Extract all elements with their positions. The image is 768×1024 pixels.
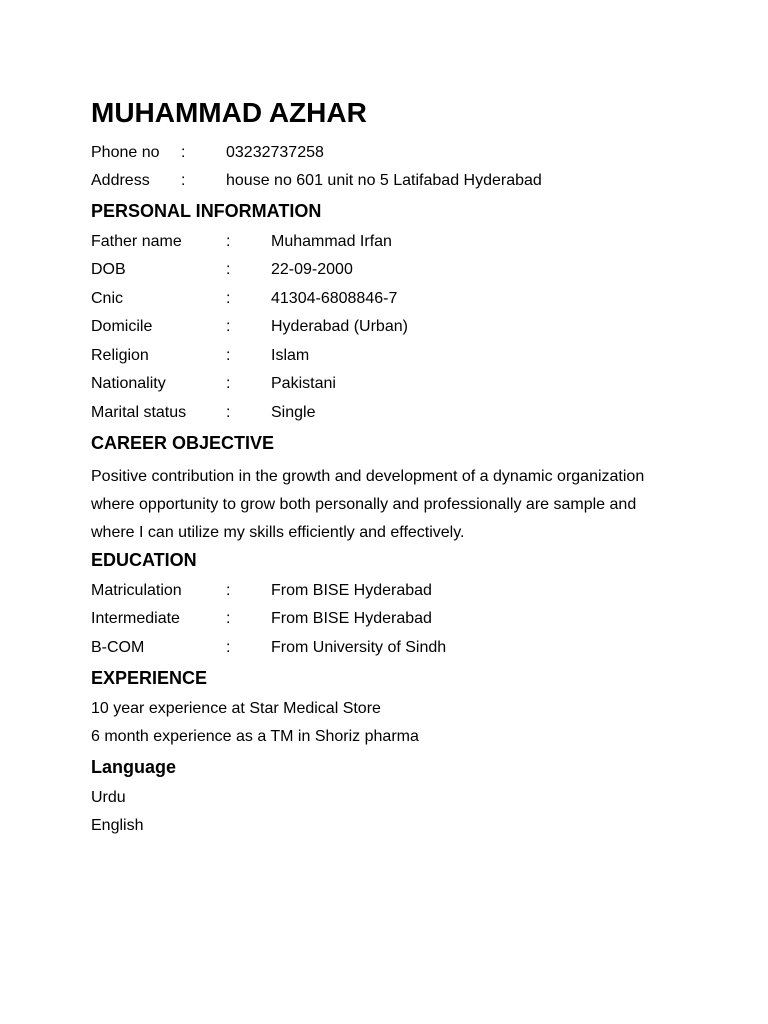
experience-item: 10 year experience at Star Medical Store (91, 700, 381, 717)
personal-colon: : (226, 261, 231, 278)
personal-label: Father name (91, 233, 182, 250)
personal-value: Single (271, 404, 316, 421)
contact-value: 03232737258 (226, 144, 324, 161)
personal-colon: : (226, 404, 231, 421)
candidate-name: MUHAMMAD AZHAR (91, 97, 367, 128)
language-item: English (91, 817, 144, 834)
personal-label: Nationality (91, 375, 166, 392)
section-heading-experience: EXPERIENCE (91, 668, 208, 688)
education-colon: : (226, 639, 231, 656)
personal-colon: : (226, 347, 231, 364)
personal-label: DOB (91, 261, 126, 278)
personal-label: Domicile (91, 318, 153, 335)
education-value: From University of Sindh (271, 639, 447, 656)
personal-label: Cnic (91, 290, 124, 307)
personal-value: Muhammad Irfan (271, 233, 392, 250)
section-heading-personal: PERSONAL INFORMATION (91, 201, 322, 221)
education-value: From BISE Hyderabad (271, 610, 432, 627)
education-colon: : (226, 610, 231, 627)
section-heading-language: Language (91, 757, 177, 777)
contact-label: Address (91, 172, 150, 189)
personal-label: Marital status (91, 404, 187, 421)
contact-colon: : (181, 172, 186, 189)
personal-value: 41304-6808846-7 (271, 290, 398, 307)
education-label: Matriculation (91, 582, 182, 599)
personal-value: Islam (271, 347, 310, 364)
career-objective-text: Positive contribution in the growth and development of a dynamic organization where opportunity to grow both personally and professionally are sample and where I can utilize my skills efficiently and effectively. (91, 468, 645, 541)
personal-label: Religion (91, 347, 149, 364)
education-label: Intermediate (91, 610, 180, 627)
education-colon: : (226, 582, 231, 599)
section-heading-education: EDUCATION (91, 550, 197, 570)
personal-colon: : (226, 375, 231, 392)
contact-value: house no 601 unit no 5 Latifabad Hyderabad (226, 172, 542, 189)
education-value: From BISE Hyderabad (271, 582, 432, 599)
personal-value: Hyderabad (Urban) (271, 318, 408, 335)
section-heading-career: CAREER OBJECTIVE (91, 433, 275, 453)
experience-item: 6 month experience as a TM in Shoriz pharma (91, 728, 419, 745)
personal-colon: : (226, 233, 231, 250)
personal-value: Pakistani (271, 375, 336, 392)
personal-value: 22-09-2000 (271, 261, 353, 278)
education-label: B-COM (91, 639, 145, 656)
contact-colon: : (181, 144, 186, 161)
personal-colon: : (226, 290, 231, 307)
contact-label: Phone no (91, 144, 160, 161)
language-item: Urdu (91, 789, 126, 806)
personal-colon: : (226, 318, 231, 335)
